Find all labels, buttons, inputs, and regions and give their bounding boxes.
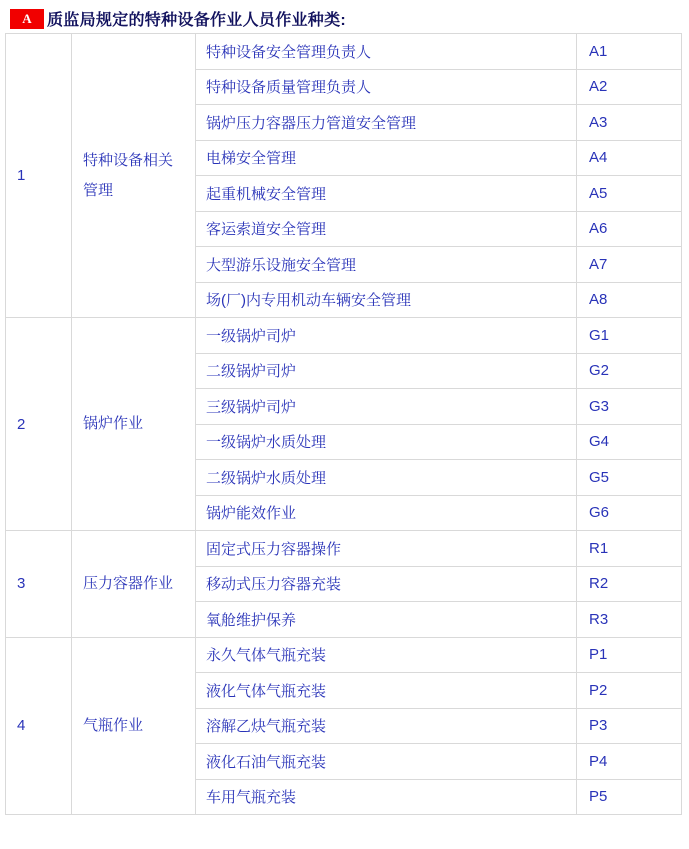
- group-number-cell: 4: [6, 637, 72, 815]
- item-name-cell: 锅炉压力容器压力管道安全管理: [196, 105, 577, 141]
- item-code-cell: G3: [577, 389, 682, 425]
- item-code-cell: G4: [577, 424, 682, 460]
- table-row: [6, 318, 682, 354]
- categories-table-body: [6, 34, 682, 815]
- item-code-cell: A5: [577, 176, 682, 212]
- item-code-cell: A7: [577, 247, 682, 283]
- item-code-cell: G2: [577, 353, 682, 389]
- item-code-cell: G1: [577, 318, 682, 354]
- item-code-cell: A1: [577, 34, 682, 70]
- item-code-cell: P1: [577, 637, 682, 673]
- item-name-cell: 特种设备安全管理负责人: [196, 34, 577, 70]
- group-category-cell: 特种设备相关管理: [72, 34, 196, 318]
- item-name-cell: 起重机械安全管理: [196, 176, 577, 212]
- page-title: 质监局规定的特种设备作业人员作业种类:: [47, 12, 347, 29]
- item-name-cell: 液化气体气瓶充装: [196, 673, 577, 709]
- item-code-cell: R1: [577, 531, 682, 567]
- item-code-cell: G6: [577, 495, 682, 531]
- page-header: [10, 8, 689, 29]
- item-code-cell: A8: [577, 282, 682, 318]
- item-name-cell: 固定式压力容器操作: [196, 531, 577, 567]
- item-code-cell: P2: [577, 673, 682, 709]
- item-name-cell: 永久气体气瓶充装: [196, 637, 577, 673]
- item-name-cell: 二级锅炉司炉: [196, 353, 577, 389]
- item-code-cell: G5: [577, 460, 682, 496]
- item-name-cell: 客运索道安全管理: [196, 211, 577, 247]
- group-number-cell: 2: [6, 318, 72, 531]
- item-code-cell: A2: [577, 69, 682, 105]
- item-name-cell: 溶解乙炔气瓶充装: [196, 708, 577, 744]
- categories-table: [5, 33, 682, 815]
- item-name-cell: 移动式压力容器充装: [196, 566, 577, 602]
- item-name-cell: 大型游乐设施安全管理: [196, 247, 577, 283]
- item-name-cell: 一级锅炉水质处理: [196, 424, 577, 460]
- section-badge: A: [10, 9, 44, 29]
- group-category-cell: 压力容器作业: [72, 531, 196, 638]
- item-code-cell: R3: [577, 602, 682, 638]
- group-category-cell: 气瓶作业: [72, 637, 196, 815]
- table-row: [6, 531, 682, 567]
- item-name-cell: 液化石油气瓶充装: [196, 744, 577, 780]
- item-name-cell: 二级锅炉水质处理: [196, 460, 577, 496]
- table-row: [6, 637, 682, 673]
- group-number-cell: 1: [6, 34, 72, 318]
- item-code-cell: P4: [577, 744, 682, 780]
- item-name-cell: 三级锅炉司炉: [196, 389, 577, 425]
- item-code-cell: R2: [577, 566, 682, 602]
- item-name-cell: 电梯安全管理: [196, 140, 577, 176]
- item-code-cell: A4: [577, 140, 682, 176]
- item-code-cell: P5: [577, 779, 682, 815]
- item-name-cell: 车用气瓶充装: [196, 779, 577, 815]
- item-code-cell: P3: [577, 708, 682, 744]
- item-code-cell: A3: [577, 105, 682, 141]
- item-name-cell: 锅炉能效作业: [196, 495, 577, 531]
- item-code-cell: A6: [577, 211, 682, 247]
- group-category-cell: 锅炉作业: [72, 318, 196, 531]
- item-name-cell: 一级锅炉司炉: [196, 318, 577, 354]
- table-row: [6, 34, 682, 70]
- group-number-cell: 3: [6, 531, 72, 638]
- item-name-cell: 氧舱维护保养: [196, 602, 577, 638]
- item-name-cell: 特种设备质量管理负责人: [196, 69, 577, 105]
- item-name-cell: 场(厂)内专用机动车辆安全管理: [196, 282, 577, 318]
